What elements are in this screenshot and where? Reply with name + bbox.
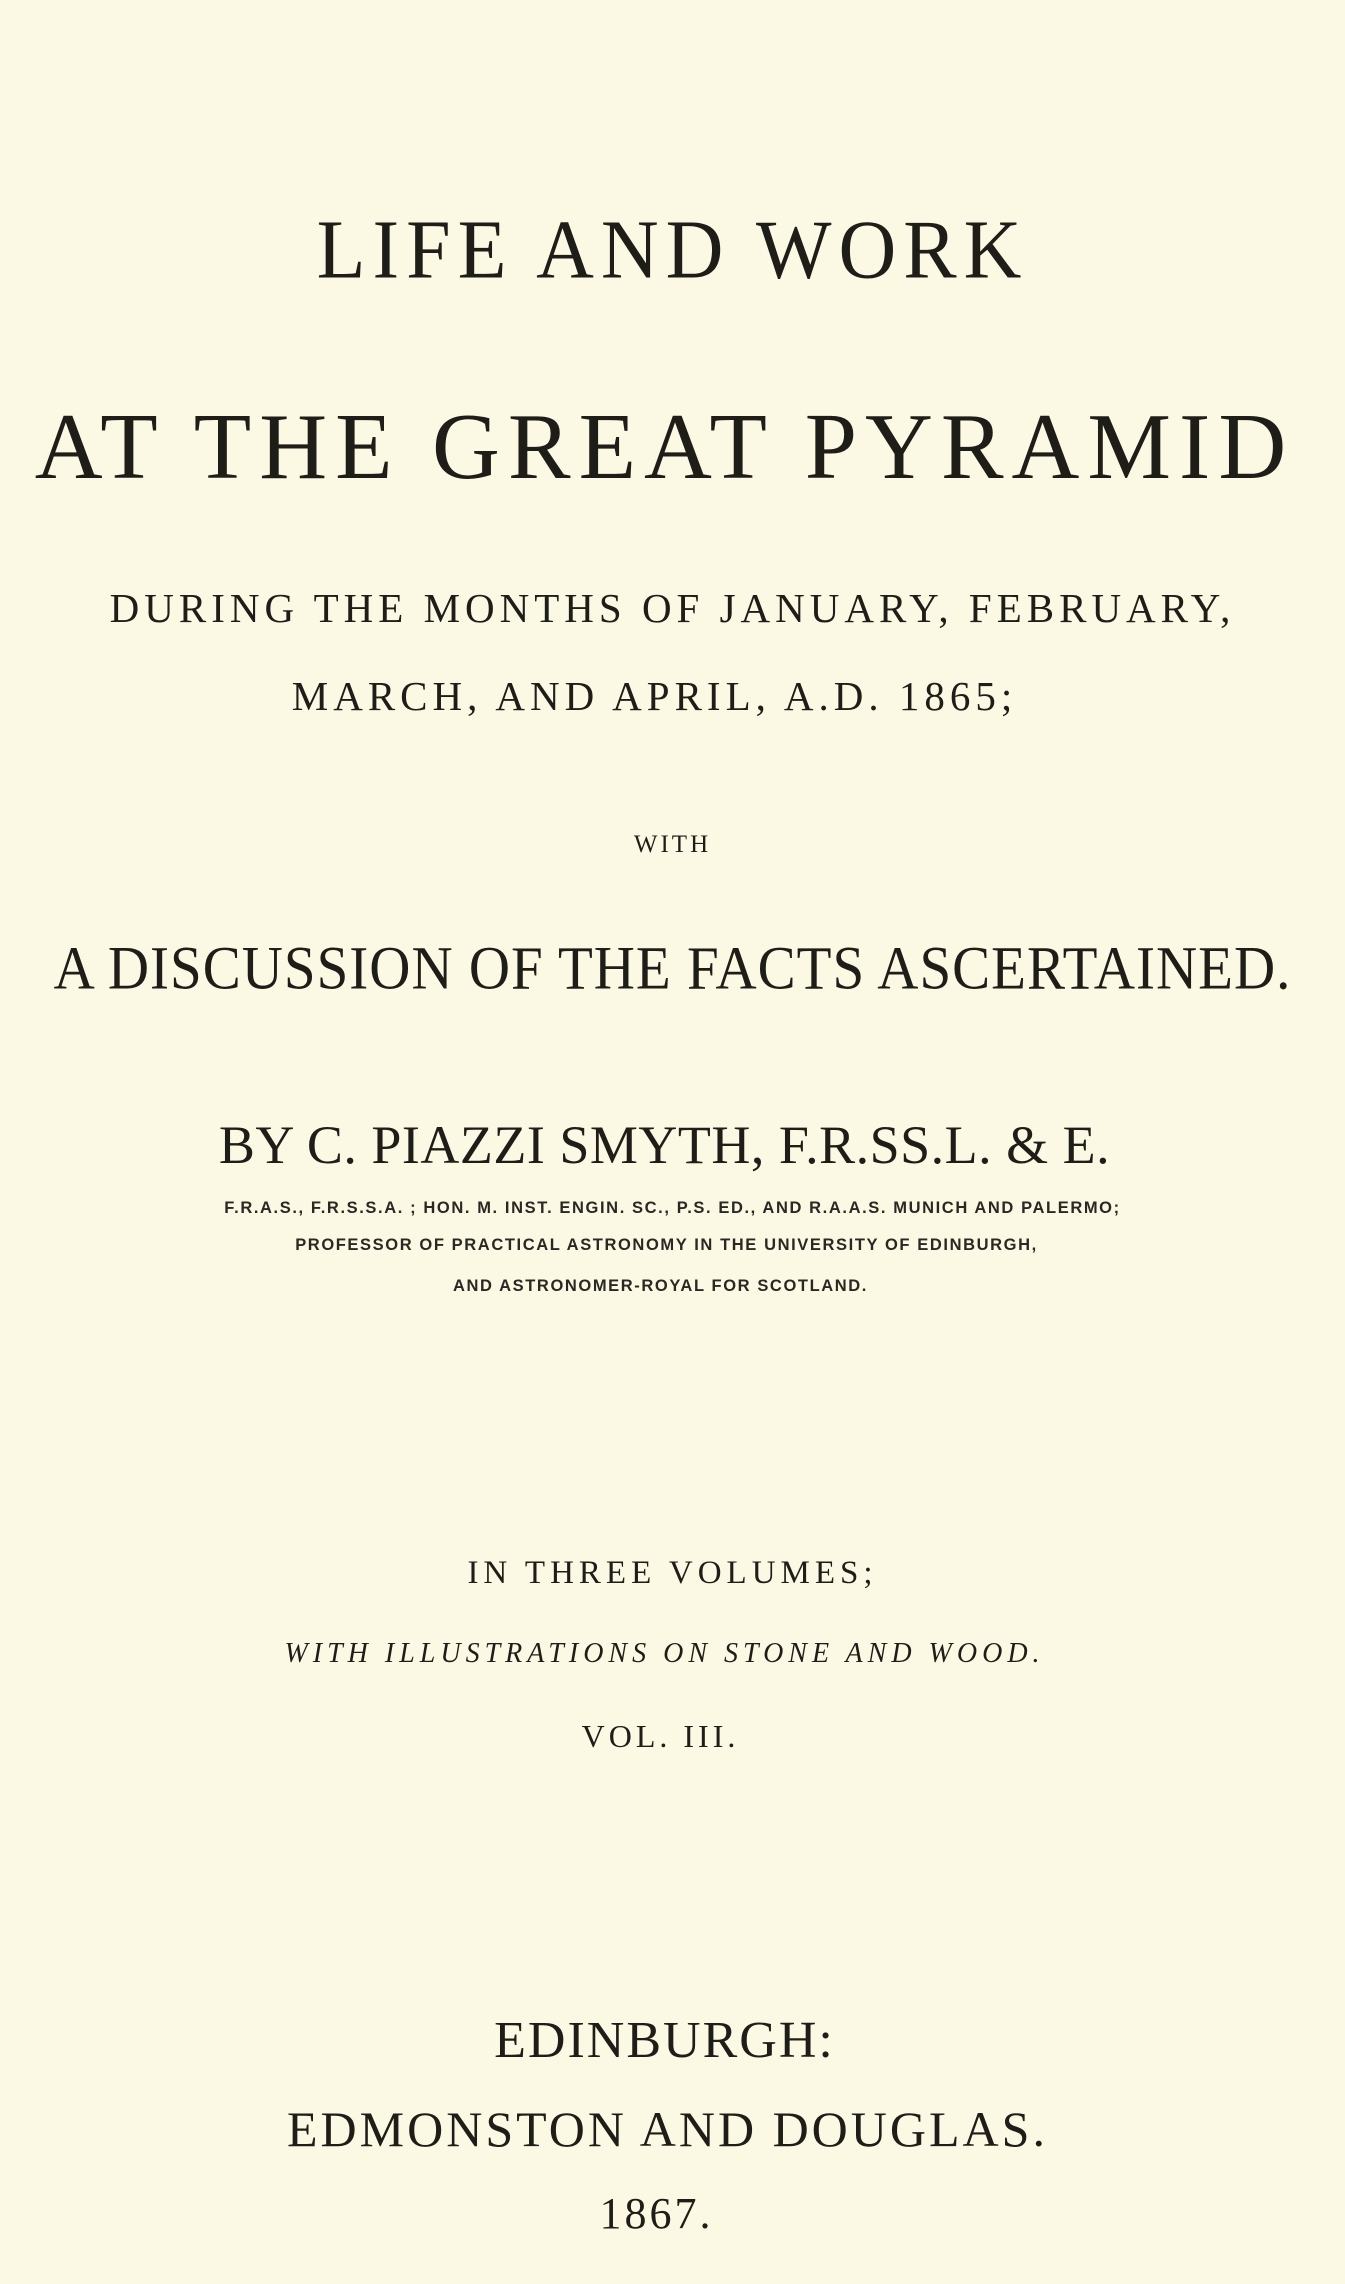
credentials-line-3: AND ASTRONOMER-ROYAL FOR SCOTLAND. bbox=[453, 1277, 868, 1295]
subtitle-line-1: DURING THE MONTHS OF JANUARY, FEBRUARY, bbox=[109, 585, 1236, 631]
discussion-heading: A DISCUSSION OF THE FACTS ASCERTAINED. bbox=[53, 934, 1292, 1003]
imprint-year: 1867. bbox=[599, 2189, 714, 2238]
with-label: WITH bbox=[633, 831, 712, 858]
credentials-line-2: PROFESSOR OF PRACTICAL ASTRONOMY IN THE UNIVERSITY OF EDINBURGH, bbox=[295, 1236, 1038, 1254]
imprint-publisher: EDMONSTON AND DOUGLAS. bbox=[287, 2101, 1048, 2157]
illustrations-line: WITH ILLUSTRATIONS ON STONE AND WOOD. bbox=[284, 1638, 1045, 1669]
title-line-1: LIFE AND WORK bbox=[316, 203, 1029, 297]
imprint-place: EDINBURGH: bbox=[494, 2012, 835, 2069]
subtitle-line-2: MARCH, AND APRIL, A.D. 1865; bbox=[291, 673, 1018, 719]
title-line-2: AT THE GREAT PYRAMID bbox=[34, 395, 1295, 499]
credentials-line-1: F.R.A.S., F.R.S.S.A. ; HON. M. INST. ENGIN. SC., P.S. ED., AND R.A.A.S. MUNICH AND PALERMO; bbox=[224, 1199, 1121, 1217]
volumes-line: IN THREE VOLUMES; bbox=[467, 1555, 878, 1591]
author-line: BY C. PIAZZI SMYTH, F.R.SS.L. & E. bbox=[218, 1115, 1111, 1175]
volume-number: VOL. III. bbox=[581, 1718, 740, 1754]
